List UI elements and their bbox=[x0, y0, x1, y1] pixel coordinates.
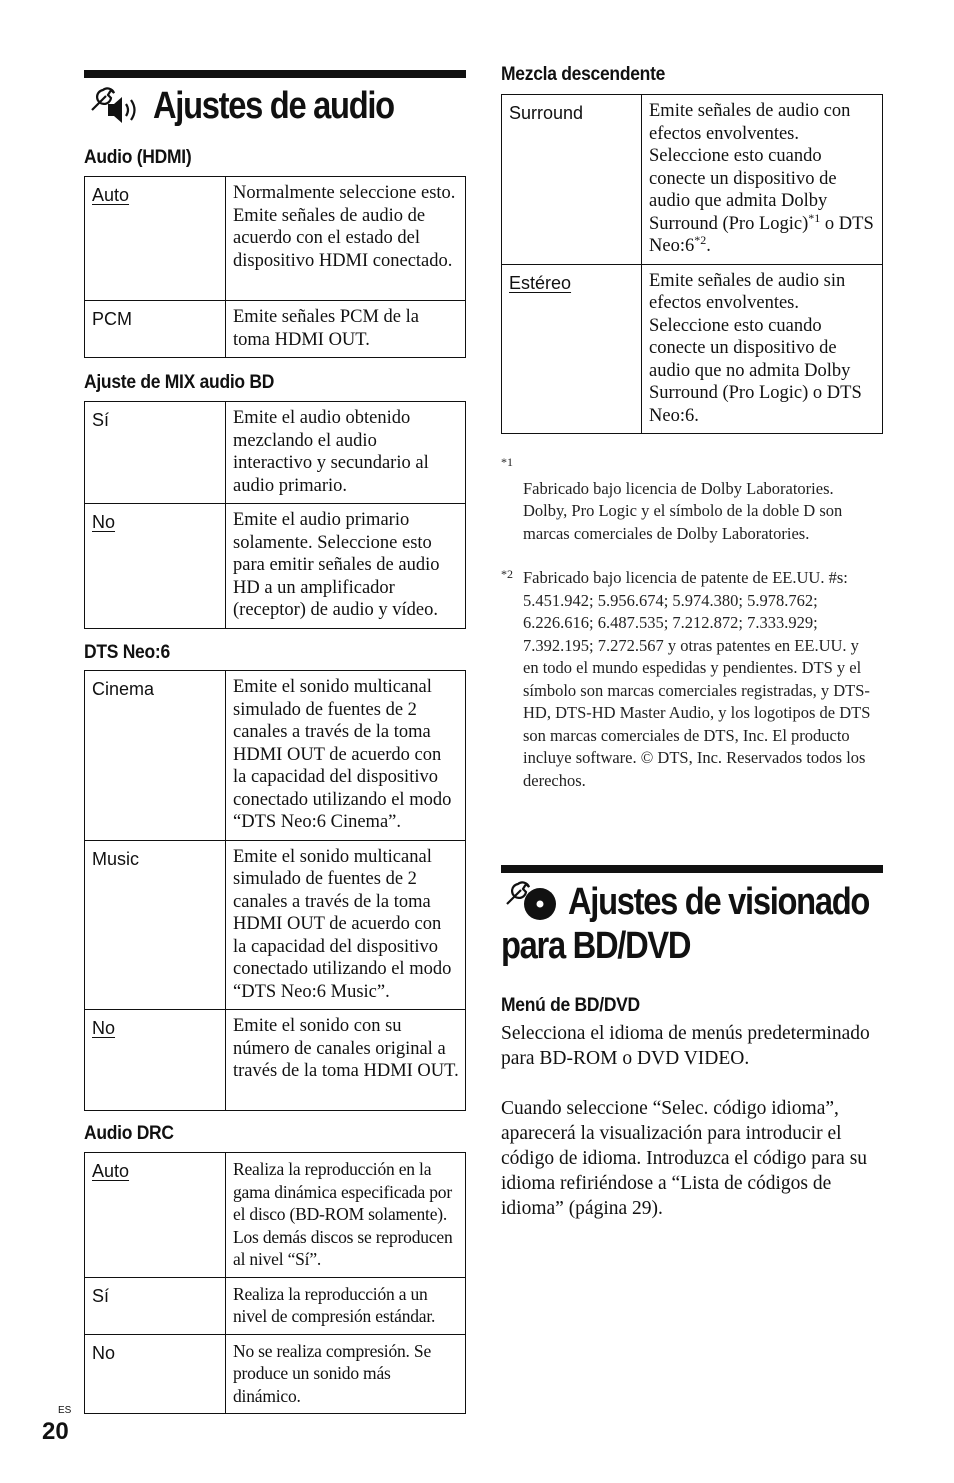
option-desc: Emite señales PCM de la toma HDMI OUT. bbox=[226, 301, 466, 358]
option-desc: Emite el sonido multicanal simulado de fuentes de 2 canales a través de la toma HDMI OUT de acuerdo con la capacidad del dispositivo conectado utilizando el modo “DTS Neo:6 Music”. bbox=[226, 840, 466, 1010]
heading-mezcla: Mezcla descendente bbox=[501, 64, 666, 85]
option-key: PCM bbox=[85, 301, 226, 358]
option-desc: No se realiza compresión. Se produce un sonido más dinámico. bbox=[226, 1334, 466, 1414]
table-dts-neo bbox=[84, 670, 466, 1111]
footnote-mark: *2 bbox=[501, 567, 513, 581]
page-language: ES bbox=[58, 1405, 72, 1416]
table-audio-hdmi bbox=[84, 176, 466, 358]
table-row bbox=[85, 1153, 466, 1278]
table-row bbox=[85, 402, 466, 504]
option-key: No bbox=[85, 1334, 226, 1414]
table-mix-bd bbox=[84, 401, 466, 629]
option-key: Sí bbox=[85, 402, 226, 504]
desc-part: o DTS Neo:6 bbox=[649, 213, 874, 256]
footnote-text: Fabricado bajo licencia de patente de EE.UU. #s: 5.451.942; 5.956.674; 5.974.380; 5.978.762; 6.226.616; 6.487.535; 7.212.872; 7.333.929; 7.392.195; 7.272.567 y otras patentes en EE.UU. y en todo el mundo espedidas y pendientes. DTS y el símbolo son marcas comerciales registradas, y DTS-HD, DTS-HD Master Audio, y los logotipos de DTS son marcas comerciales de DTS, Inc. El producto incluye software. © DTS, Inc. Reservados todos los derechos. bbox=[523, 568, 871, 790]
option-desc: Emite el sonido con su número de canales original a través de la toma HDMI OUT. bbox=[226, 1010, 466, 1111]
option-desc bbox=[642, 95, 883, 265]
table-mezcla bbox=[501, 94, 883, 434]
section-rule bbox=[84, 70, 466, 78]
option-key: Music bbox=[85, 840, 226, 1010]
heading-dts-neo: DTS Neo:6 bbox=[84, 642, 170, 663]
wrench-speaker-icon bbox=[86, 80, 144, 128]
table-row bbox=[85, 1010, 466, 1111]
section-rule bbox=[501, 865, 883, 873]
option-desc: Emite el sonido multicanal simulado de fuentes de 2 canales a través de la toma HDMI OUT de acuerdo con la capacidad del dispositivo conectado utilizando el modo “DTS Neo:6 Cinema”. bbox=[226, 671, 466, 841]
section-title-visionado-line2: para BD/DVD bbox=[501, 925, 691, 967]
option-desc: Realiza la reproducción a un nivel de compresión estándar. bbox=[226, 1277, 466, 1334]
option-desc: Normalmente seleccione esto. Emite señales de audio de acuerdo con el estado del dispositivo HDMI conectado. bbox=[226, 177, 466, 301]
heading-menu-bd: Menú de BD/DVD bbox=[501, 995, 640, 1016]
desc-part: Emite señales de audio con efectos envolventes. Seleccione esto cuando conecte un dispositivo de audio que admita Dolby Surround (Pro Logic) bbox=[649, 101, 851, 234]
footnote-mark: *1 bbox=[501, 455, 513, 469]
option-key: Estéreo bbox=[502, 264, 642, 434]
table-row bbox=[85, 1334, 466, 1414]
heading-mix-bd: Ajuste de MIX audio BD bbox=[84, 372, 275, 393]
page-number: 20 bbox=[42, 1418, 69, 1445]
option-key: No bbox=[85, 1010, 226, 1111]
footnote-ref: *1 bbox=[808, 210, 821, 225]
section-title-visionado-line1: Ajustes de visionado bbox=[568, 881, 870, 923]
table-row bbox=[85, 504, 466, 629]
option-desc: Realiza la reproducción en la gama dinámica especificada por el disco (BD-ROM solamente). Los demás discos se reproducen al nivel “Sí”. bbox=[226, 1153, 466, 1278]
option-desc: Emite el audio obtenido mezclando el audio interactivo y secundario al audio primario. bbox=[226, 402, 466, 504]
option-key: No bbox=[85, 504, 226, 629]
footnote-ref: *2 bbox=[694, 232, 707, 247]
footnote-1 bbox=[501, 455, 873, 545]
table-row bbox=[502, 95, 883, 265]
option-desc: Emite señales de audio sin efectos envolventes. Seleccione esto cuando conecte un dispositivo de audio que no admita Dolby Surround (Pro Logic) o DTS Neo:6. bbox=[642, 264, 883, 434]
footnote-text: Fabricado bajo licencia de Dolby Laboratories. Dolby, Pro Logic y el símbolo de la doble D son marcas comerciales de Dolby Laboratories. bbox=[523, 478, 843, 543]
table-row bbox=[85, 301, 466, 358]
paragraph-menu-bd-1: Selecciona el idioma de menús predeterminado para BD-ROM o DVD VIDEO. bbox=[501, 1023, 870, 1069]
option-key: Auto bbox=[85, 177, 226, 301]
option-key: Sí bbox=[85, 1277, 226, 1334]
table-row bbox=[85, 177, 466, 301]
option-key: Surround bbox=[502, 95, 642, 265]
heading-audio-hdmi: Audio (HDMI) bbox=[84, 147, 192, 168]
table-row bbox=[85, 671, 466, 841]
table-row bbox=[502, 264, 883, 434]
option-key: Auto bbox=[85, 1153, 226, 1278]
desc-part: . bbox=[706, 236, 711, 256]
footnote-2 bbox=[501, 567, 873, 792]
option-desc: Emite el audio primario solamente. Seleccione esto para emitir señales de audio HD a un amplificador (receptor) de audio y vídeo. bbox=[226, 504, 466, 629]
heading-audio-drc: Audio DRC bbox=[84, 1123, 174, 1144]
option-key: Cinema bbox=[85, 671, 226, 841]
table-row bbox=[85, 840, 466, 1010]
table-row bbox=[85, 1277, 466, 1334]
wrench-disc-icon bbox=[503, 876, 559, 924]
table-audio-drc bbox=[84, 1152, 466, 1414]
paragraph-menu-bd-2: Cuando seleccione “Selec. código idioma”, aparecerá la visualización para introducir el código de idioma. Introduzca el código para su idioma refiriéndose a “Lista de códigos de idioma” (página 29). bbox=[501, 1098, 868, 1219]
section-title-audio: Ajustes de audio bbox=[153, 85, 394, 127]
